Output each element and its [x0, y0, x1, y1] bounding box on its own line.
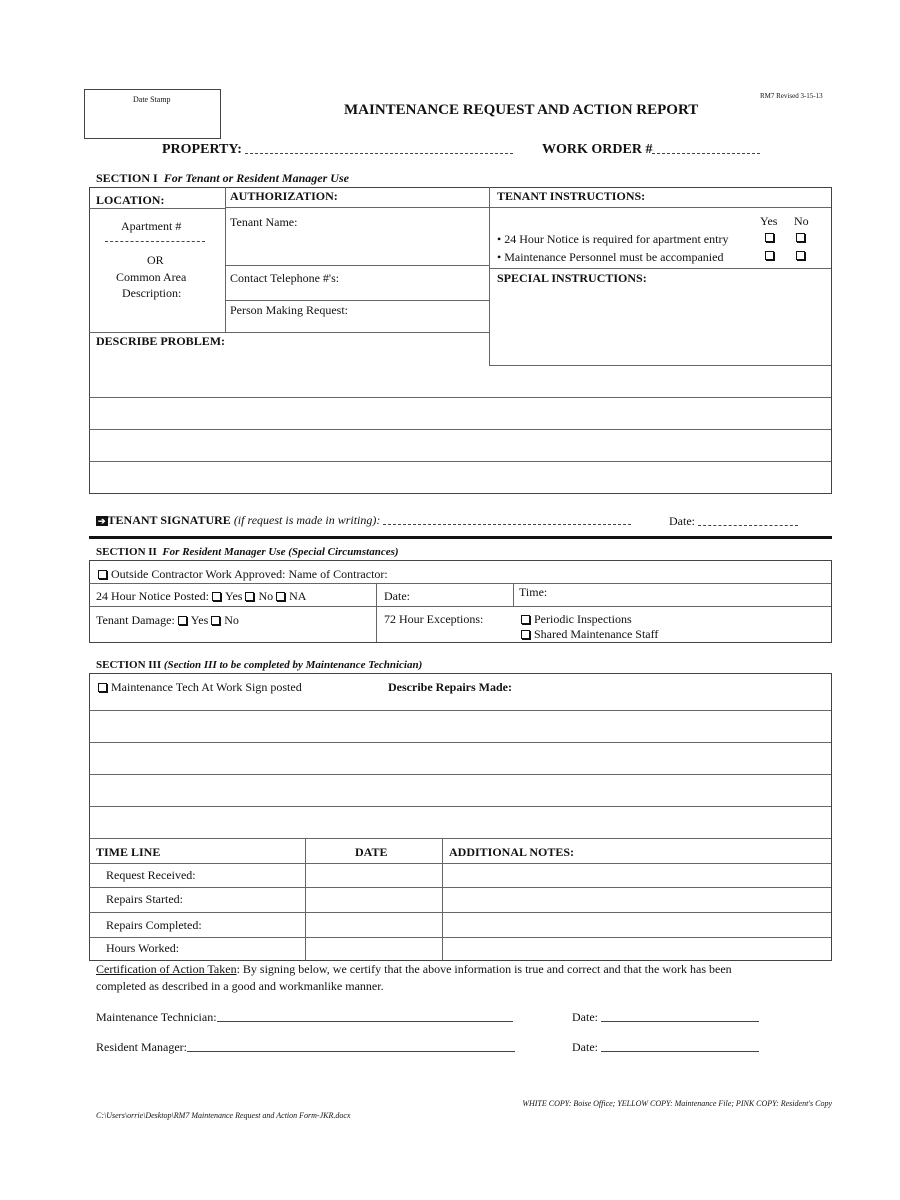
- location-header: LOCATION:: [96, 193, 165, 207]
- accompanied-no-checkbox[interactable]: [796, 251, 805, 260]
- property-field[interactable]: [162, 142, 513, 158]
- timeline-row-label: Hours Worked:: [106, 941, 180, 955]
- date-stamp-label: Date Stamp: [133, 95, 171, 104]
- notes-header: ADDITIONAL NOTES:: [449, 845, 575, 859]
- section2-time-label[interactable]: Time:: [519, 585, 548, 599]
- timeline-row-label: Repairs Started:: [106, 892, 183, 906]
- describe-repairs-label[interactable]: Describe Repairs Made:: [388, 680, 512, 694]
- date-header: DATE: [355, 845, 388, 859]
- form-title: MAINTENANCE REQUEST AND ACTION REPORT: [344, 102, 699, 118]
- manager-signature-field[interactable]: Resident Manager:: [96, 1040, 515, 1055]
- or-label: OR: [147, 253, 164, 267]
- tenant-instructions-header: TENANT INSTRUCTIONS:: [497, 189, 646, 203]
- notice-posted-yes-checkbox[interactable]: [212, 592, 221, 601]
- sign-posted-checkbox[interactable]: [98, 683, 107, 692]
- outside-contractor-checkbox[interactable]: [98, 570, 107, 579]
- damage-no-checkbox[interactable]: [211, 616, 220, 625]
- timeline-header: TIME LINE: [96, 845, 161, 859]
- copy-distribution: WHITE COPY: Boise Office; YELLOW COPY: Maintenance File; PINK COPY: Resident's Copy: [522, 1099, 832, 1108]
- shared-checkbox[interactable]: [521, 630, 530, 639]
- person-making-request-label[interactable]: Person Making Request:: [230, 303, 348, 317]
- notice-posted-no-checkbox[interactable]: [245, 592, 254, 601]
- contact-phone-label[interactable]: Contact Telephone #'s:: [230, 271, 340, 285]
- sign-posted-field[interactable]: Maintenance Tech At Work Sign posted: [98, 680, 302, 695]
- signature-date-field[interactable]: Date:: [669, 514, 798, 529]
- manager-date-field[interactable]: Date:: [572, 1040, 759, 1055]
- technician-signature-field[interactable]: Maintenance Technician:: [96, 1010, 513, 1025]
- notice-posted-na-checkbox[interactable]: [276, 592, 285, 601]
- no-header: No: [794, 214, 809, 228]
- exceptions-label: 72 Hour Exceptions:: [384, 612, 484, 626]
- notice-instruction: • 24 Hour Notice is required for apartment entry: [497, 232, 729, 246]
- certification-text-2: completed as described in a good and workmanlike manner.: [96, 979, 384, 993]
- tenant-signature-field[interactable]: ➔ TENANT SIGNATURE (if request is made in writing):: [96, 513, 631, 528]
- tenant-name-label[interactable]: Tenant Name:: [230, 215, 298, 229]
- work-order-field[interactable]: [542, 142, 760, 158]
- yes-header: Yes: [760, 214, 778, 228]
- apartment-label: Apartment #: [121, 219, 182, 233]
- notice-posted-field: 24 Hour Notice Posted: Yes No NA: [96, 589, 307, 603]
- property-label: PROPERTY:: [162, 142, 242, 157]
- timeline-row-label: Request Received:: [106, 868, 196, 882]
- arrow-icon: ➔: [98, 516, 106, 526]
- file-path: C:\Users\orrie\Desktop\RM7 Maintenance Request and Action Form-JKR.docx: [96, 1111, 351, 1120]
- tenant-damage-field: Tenant Damage: Yes No: [96, 613, 239, 627]
- special-instructions-label[interactable]: SPECIAL INSTRUCTIONS:: [497, 271, 647, 285]
- timeline-row-label: Repairs Completed:: [106, 918, 202, 932]
- describe-problem-label[interactable]: DESCRIBE PROBLEM:: [96, 334, 226, 348]
- periodic-inspections-option[interactable]: Periodic Inspections: [521, 612, 632, 627]
- certification-text: Certification of Action Taken: By signing below, we certify that the above information is true and correct and that the work has been: [96, 962, 732, 976]
- section2-date-label[interactable]: Date:: [384, 589, 410, 603]
- work-order-label: WORK ORDER #: [542, 142, 653, 157]
- accompanied-yes-checkbox[interactable]: [765, 251, 774, 260]
- accompanied-instruction: • Maintenance Personnel must be accompanied: [497, 250, 724, 264]
- section1-heading: SECTION I For Tenant or Resident Manager Use: [96, 171, 349, 185]
- technician-date-field[interactable]: Date:: [572, 1010, 759, 1025]
- shared-staff-option[interactable]: Shared Maintenance Staff: [521, 627, 658, 642]
- outside-contractor-field[interactable]: Outside Contractor Work Approved: Name of Contractor:: [98, 567, 388, 582]
- damage-yes-checkbox[interactable]: [178, 616, 187, 625]
- notice-yes-checkbox[interactable]: [765, 233, 774, 242]
- authorization-header: AUTHORIZATION:: [230, 189, 338, 203]
- periodic-checkbox[interactable]: [521, 615, 530, 624]
- common-area-label: Common Area: [116, 270, 187, 284]
- section3-heading: SECTION III (Section III to be completed by Maintenance Technician): [96, 659, 423, 671]
- apartment-input[interactable]: [105, 241, 205, 242]
- section2-heading: SECTION II For Resident Manager Use (Special Circumstances): [96, 546, 399, 558]
- notice-no-checkbox[interactable]: [796, 233, 805, 242]
- revision-label: RM7 Revised 3-15-13: [760, 92, 823, 100]
- description-label: Description:: [122, 286, 182, 300]
